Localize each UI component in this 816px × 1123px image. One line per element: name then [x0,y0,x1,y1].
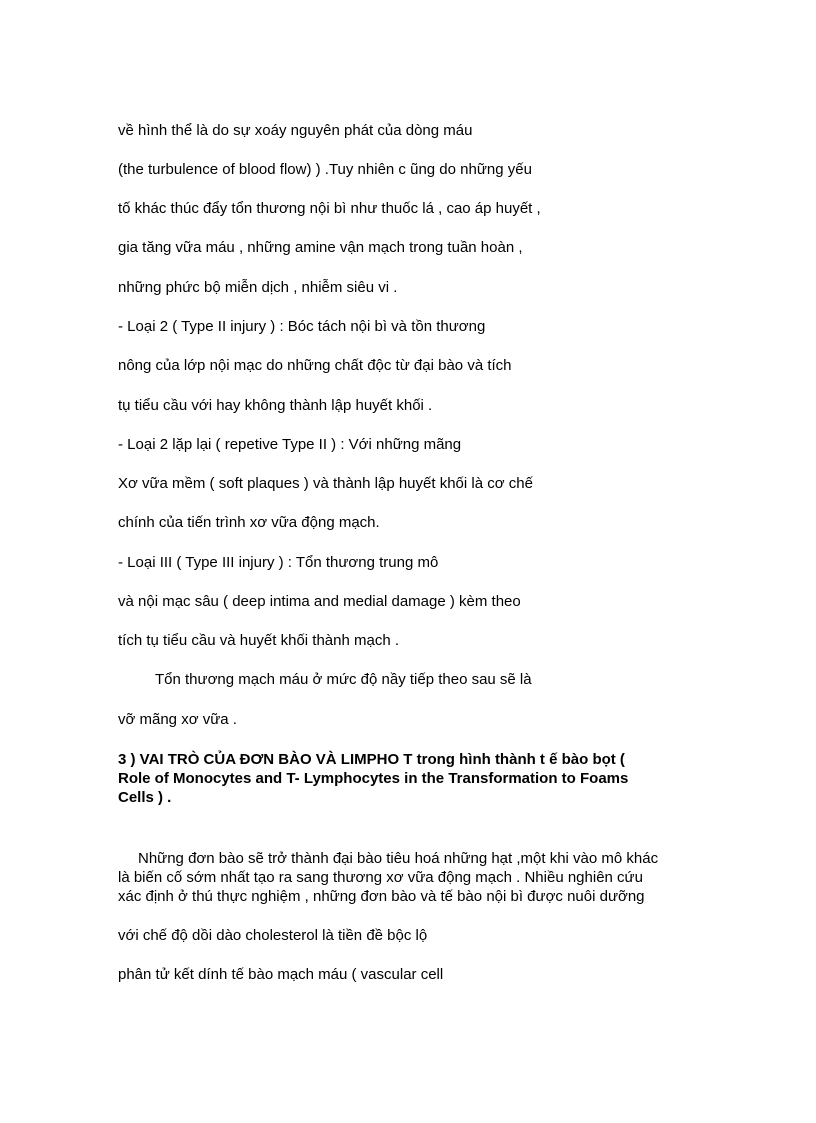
text-line: nông của lớp nội mạc do những chất độc từ đại bào và tích [118,357,512,374]
text-line: về hình thể là do sự xoáy nguyên phát của dòng máu [118,122,473,139]
heading-line: Cells ) . [118,789,172,806]
text-line: tích tụ tiểu cầu và huyết khối thành mạch . [118,632,400,649]
text-line: những phức bộ miễn dịch , nhiễm siêu vi . [118,279,398,296]
text-line: tụ tiểu cầu với hay không thành lập huyết khối . [118,397,433,414]
text-line: Xơ vữa mềm ( soft plaques ) và thành lập huyết khối là cơ chế [118,475,533,492]
body-paragraph [118,849,708,906]
text-line: (the turbulence of blood flow) ) .Tuy nhiên c ũng do những yếu [118,161,532,178]
text-line: chính của tiến trình xơ vữa động mạch. [118,514,380,531]
heading-line: Role of Monocytes and T- Lymphocytes in the Transformation to Foams [118,770,629,787]
heading-line: 3 ) VAI TRÒ CỦA ĐƠN BÀO VÀ LIMPHO T trong hình thành t ế bào bọt ( [118,751,625,768]
text-line: và nội mạc sâu ( deep intima and medial damage ) kèm theo [118,593,521,610]
section-heading [118,750,708,807]
text-line: phân tử kết dính tế bào mạch máu ( vascular cell [118,966,444,983]
paragraph-line: là biến cố sớm nhất tạo ra sang thương xơ vữa động mạch . Nhiều nghiên cứu [118,869,643,886]
text-line: với chế độ dồi dào cholesterol là tiền đề bộc lộ [118,927,428,944]
paragraph-line: Những đơn bào sẽ trở thành đại bào tiêu hoá những hạt ,một khi vào mô khác [138,850,659,867]
paragraph-line: xác định ở thú thực nghiệm , những đơn bào và tế bào nội bì được nuôi dưỡng [118,888,645,905]
text-line: - Loại III ( Type III injury ) : Tổn thương trung mô [118,554,439,571]
text-line: vỡ mãng xơ vữa . [118,711,237,728]
text-line: - Loại 2 lặp lại ( repetive Type II ) : Với những mãng [118,436,462,453]
text-line: Tổn thương mạch máu ở mức độ nầy tiếp theo sau sẽ là [155,671,532,688]
text-line: gia tăng vữa máu , những amine vận mạch trong tuần hoàn , [118,239,523,256]
text-line: tố khác thúc đẩy tổn thương nội bì như thuốc lá , cao áp huyết , [118,200,541,217]
text-line: - Loại 2 ( Type II injury ) : Bóc tách nội bì và tồn thương [118,318,486,335]
